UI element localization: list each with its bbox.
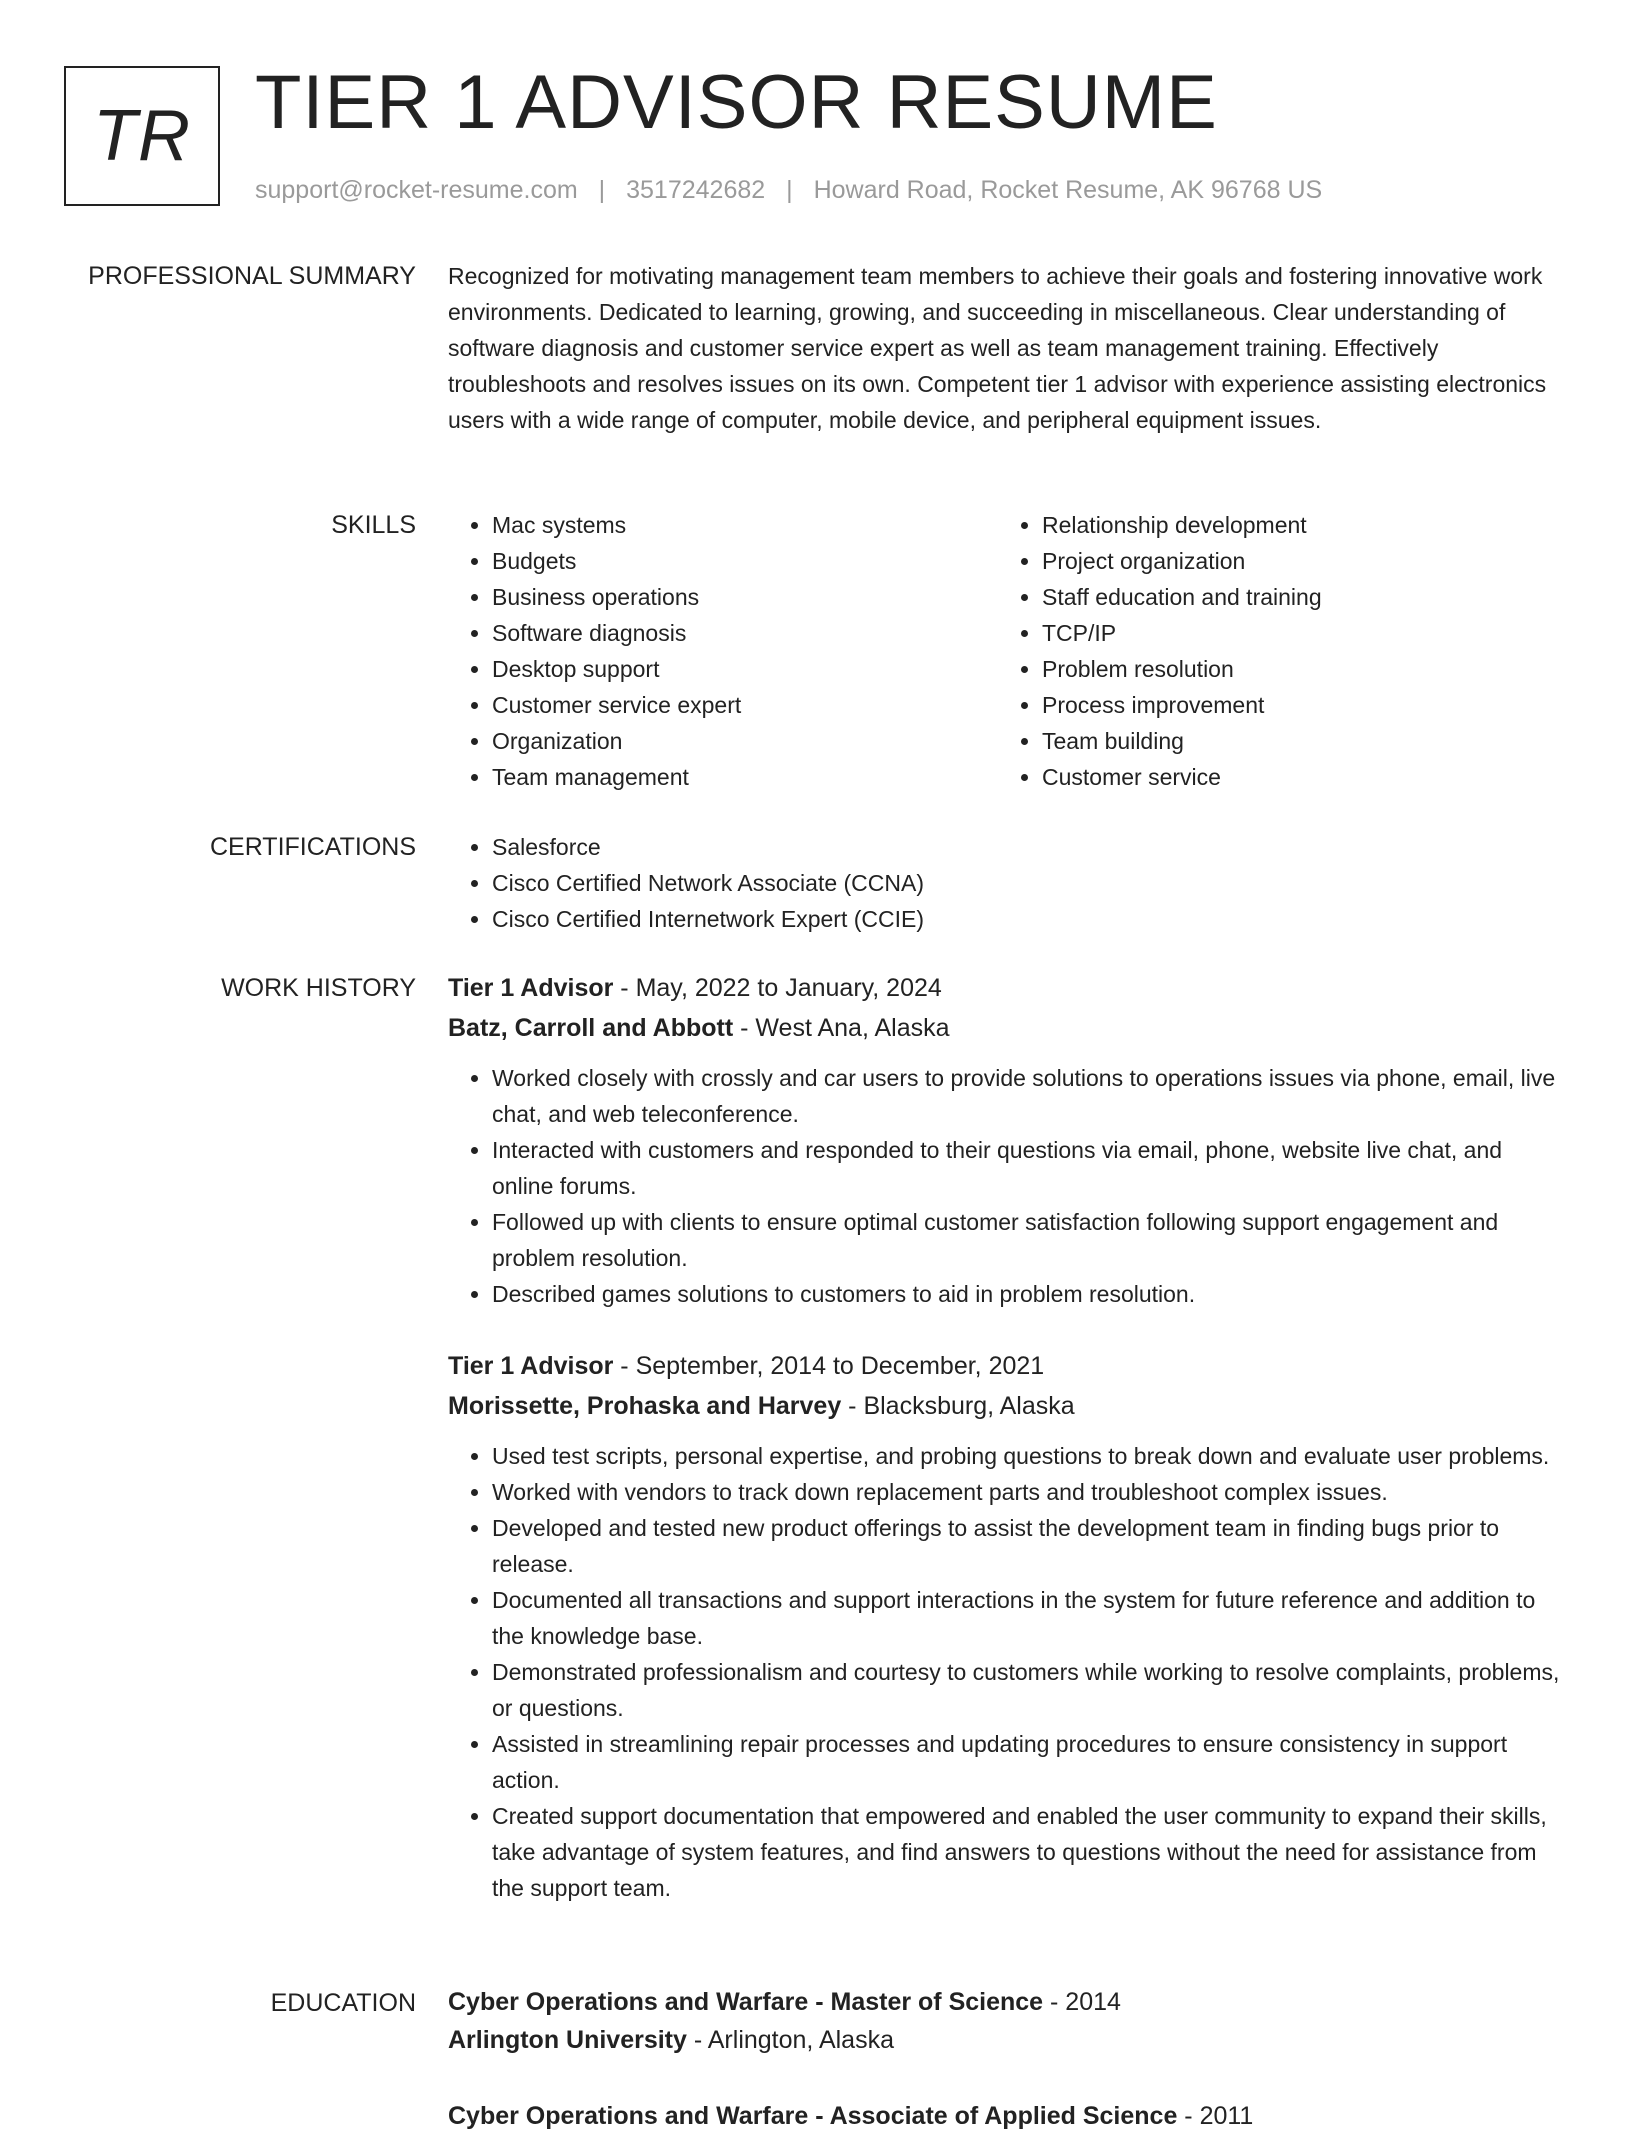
job-entry (448, 1346, 1568, 1906)
skill-item: • Customer service (1042, 759, 1548, 795)
job-title-line (448, 968, 1568, 1008)
contact-phone[interactable]: 3517242682 (626, 176, 766, 204)
certification-item: • Cisco Certified Network Associate (CCNA) (492, 865, 1568, 901)
summary-text: Recognized for motivating management team members to achieve their goals and fostering innovative work environments. Dedicated to learning, growing, and succeeding in miscellaneous. Clear understanding of software diagnosis and customer service expert as well as team management training. Effectively troubleshoots and resolves issues on its own. Competent tier 1 advisor with experience assisting electronics users with a wide range of computer, mobile device, and peripheral equipment issues. (448, 263, 1547, 433)
job-bullet: • Worked with vendors to track down replacement parts and troubleshoot complex issues. (492, 1474, 1568, 1510)
education-section (448, 1983, 1568, 2135)
job-bullet: • Followed up with clients to ensure optimal customer satisfaction following support engagement and problem resolution. (492, 1204, 1568, 1276)
contact-separator: | (598, 176, 606, 204)
skill-item: • Desktop support (492, 651, 998, 687)
skill-item: • Problem resolution (1042, 651, 1548, 687)
education-location: - Arlington, Alaska (686, 2026, 894, 2054)
job-bullet: • Developed and tested new product offerings to assist the development team in finding bugs prior to release. (492, 1510, 1568, 1582)
education-degree: Cyber Operations and Warfare - Master of Science (448, 1988, 1044, 2016)
certification-item: • Cisco Certified Internetwork Expert (CCIE) (492, 901, 1568, 937)
job-title: Tier 1 Advisor (448, 974, 614, 1002)
job-company: Morissette, Prohaska and Harvey (448, 1392, 842, 1420)
skill-item: • Software diagnosis (492, 615, 998, 651)
skill-item: • Relationship development (1042, 507, 1548, 543)
job-bullet: • Used test scripts, personal expertise, and probing questions to break down and evaluate user problems. (492, 1438, 1568, 1474)
job-company: Batz, Carroll and Abbott (448, 1014, 734, 1042)
contact-separator: | (786, 176, 793, 204)
contact-address: Howard Road, Rocket Resume, AK 96768 US (813, 176, 1323, 204)
education-entry (448, 1983, 1568, 2059)
certifications-section (448, 829, 1568, 937)
education-school: Arlington University (448, 2026, 687, 2054)
monogram-logo: TR (64, 66, 220, 206)
certification-item: • Salesforce (492, 829, 1568, 865)
skill-item: • Budgets (492, 543, 998, 579)
education-degree-line (448, 2097, 1568, 2135)
work-history-heading: WORK HISTORY (221, 974, 416, 1002)
education-heading: EDUCATION (270, 1989, 416, 2017)
job-location: - West Ana, Alaska (733, 1014, 950, 1042)
skills-column-right (998, 507, 1548, 795)
education-degree: Cyber Operations and Warfare - Associate of Applied Science (448, 2102, 1178, 2130)
job-dates: - May, 2022 to January, 2024 (613, 974, 942, 1002)
skill-item: • Organization (492, 723, 998, 759)
skill-item: • Mac systems (492, 507, 998, 543)
skill-item: • Process improvement (1042, 687, 1548, 723)
skill-item: • Business operations (492, 579, 998, 615)
skill-item: • Project organization (1042, 543, 1548, 579)
job-entry (448, 968, 1568, 1312)
education-entry (448, 2097, 1568, 2135)
education-degree-line (448, 1983, 1568, 2021)
skills-heading: SKILLS (331, 511, 416, 539)
contact-email[interactable]: support@rocket-resume.com (255, 176, 578, 204)
skill-item: • TCP/IP (1042, 615, 1548, 651)
skill-item: • Customer service expert (492, 687, 998, 723)
job-company-line (448, 1008, 1568, 1048)
summary-section (448, 258, 1568, 438)
job-title-line (448, 1346, 1568, 1386)
skills-section (448, 507, 1568, 795)
job-bullet: • Documented all transactions and support interactions in the system for future reference and addition to the knowledge base. (492, 1582, 1568, 1654)
certifications-heading: CERTIFICATIONS (209, 833, 416, 861)
job-bullet: • Assisted in streamlining repair processes and updating procedures to ensure consistency in support action. (492, 1726, 1568, 1798)
job-bullet: • Demonstrated professionalism and courtesy to customers while working to resolve complaints, problems, or questions. (492, 1654, 1568, 1726)
skill-item: • Team management (492, 759, 998, 795)
skill-item: • Team building (1042, 723, 1548, 759)
job-title: Tier 1 Advisor (448, 1352, 614, 1380)
resume-title: TIER 1 ADVISOR RESUME (255, 60, 1218, 145)
education-school-line (448, 2021, 1568, 2059)
skills-column-left (448, 507, 998, 795)
contact-line (255, 172, 1322, 208)
education-year: - 2014 (1043, 1988, 1121, 2016)
job-bullet: • Worked closely with crossly and car users to provide solutions to operations issues via phone, email, live chat, and web teleconference. (492, 1060, 1568, 1132)
education-year: - 2011 (1177, 2102, 1254, 2130)
job-bullet: • Created support documentation that empowered and enabled the user community to expand their skills, take advantage of system features, and find answers to questions without the need for assistance from the support team. (492, 1798, 1568, 1906)
job-bullet: • Described games solutions to customers to aid in problem resolution. (492, 1276, 1568, 1312)
summary-heading: PROFESSIONAL SUMMARY (88, 262, 416, 290)
job-bullet: • Interacted with customers and responded to their questions via email, phone, website live chat, and online forums. (492, 1132, 1568, 1204)
work-history-section (448, 968, 1568, 1906)
job-company-line (448, 1386, 1568, 1426)
skill-item: • Staff education and training (1042, 579, 1548, 615)
job-location: - Blacksburg, Alaska (841, 1392, 1075, 1420)
job-dates: - September, 2014 to December, 2021 (613, 1352, 1045, 1380)
